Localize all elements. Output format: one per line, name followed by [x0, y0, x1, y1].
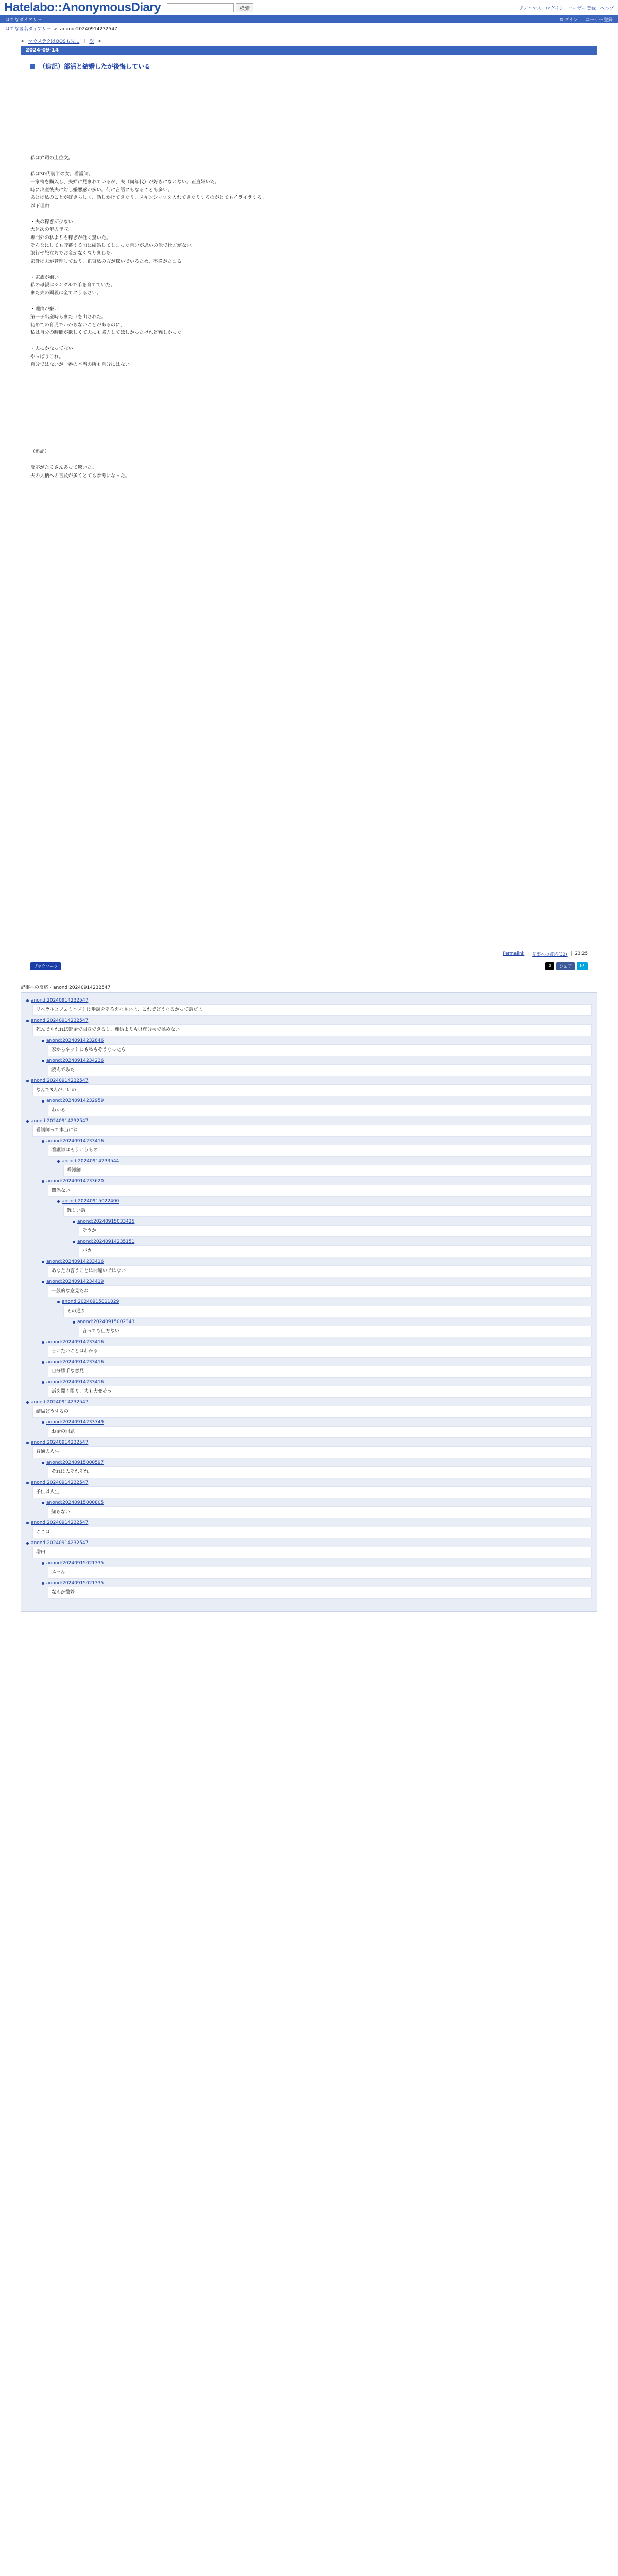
comment-text: なんか微妙: [48, 1587, 592, 1599]
comment-text: リベラルとフェミニストは歩調をそろえなさいよ、これでどうなるかって話だよ: [32, 1004, 592, 1016]
search-button[interactable]: 検索: [236, 3, 253, 12]
prev-entry-link[interactable]: マウステクはOOSも先...: [28, 39, 80, 44]
bullet-icon: [42, 1562, 44, 1565]
article-title-text[interactable]: （追記）部活と結婚したが後悔している: [39, 63, 151, 70]
comment-item: [42, 1038, 592, 1056]
comment-text: 話を聞く限り、夫も大変そう: [48, 1386, 592, 1398]
comment-item: [73, 1319, 592, 1337]
share-hatena-button[interactable]: B!: [577, 962, 588, 970]
comment-id-link[interactable]: anond:20240914233749: [46, 1420, 104, 1426]
nav-register[interactable]: ユーザー登録: [585, 17, 613, 23]
comment-item: [26, 1480, 592, 1498]
comment-header: [42, 1420, 592, 1425]
bullet-icon: [57, 1160, 60, 1163]
comment-header: [26, 998, 592, 1003]
comment-text: 普通の人生: [32, 1446, 592, 1458]
comment-header: [26, 1018, 592, 1023]
comment-text: わかる: [48, 1105, 592, 1116]
comment-header: [26, 1440, 592, 1445]
comment-id-link[interactable]: anond:20240915002343: [77, 1319, 135, 1325]
comment-header: [42, 1460, 592, 1465]
comment-text: そうか: [79, 1225, 592, 1237]
comment-header: [42, 1058, 592, 1063]
comment-item: [42, 1561, 592, 1579]
comment-text: 知らない: [48, 1506, 592, 1518]
prev-arrow-icon: <: [21, 39, 24, 43]
comment-header: [26, 1118, 592, 1124]
comment-id-link[interactable]: anond:20240914234419: [46, 1279, 104, 1285]
comment-text: ここは: [32, 1527, 592, 1538]
comments-area: [21, 992, 597, 1612]
site-logo[interactable]: Hatelabo::AnonymousDiary: [4, 1, 161, 14]
comment-item: [73, 1219, 592, 1237]
footer-sep-2: |: [570, 951, 572, 957]
bullet-icon: [42, 1421, 44, 1424]
comment-id-link[interactable]: anond:20240914233416: [46, 1360, 104, 1365]
share-bar: [30, 960, 588, 972]
comment-id-link[interactable]: anond:20240915022400: [62, 1199, 119, 1205]
bullet-icon: [26, 1401, 29, 1404]
reactions-link[interactable]: 記事への反応(32): [532, 952, 568, 958]
article: [21, 55, 597, 976]
comment-header: [73, 1319, 592, 1325]
comment-header: [42, 1098, 592, 1104]
comment-item: [42, 1279, 592, 1297]
breadcrumb: [0, 23, 618, 35]
comment-text: 言いたいことはわかる: [48, 1346, 592, 1358]
comment-id-link[interactable]: anond:20240914233620: [46, 1179, 104, 1184]
comment-id-link[interactable]: anond:20240915033425: [77, 1219, 135, 1225]
next-arrow-icon: >: [98, 39, 102, 43]
share-x-button[interactable]: X: [545, 962, 554, 970]
bullet-icon: [42, 1180, 44, 1183]
comment-item: [42, 1581, 592, 1599]
comment-text: 増田: [32, 1547, 592, 1558]
comment-header: [42, 1561, 592, 1566]
bullet-icon: [42, 1502, 44, 1504]
comment-text: 家からネットにも私もそうなったら: [48, 1044, 592, 1056]
comment-text: その通り: [63, 1306, 592, 1317]
comment-id-link[interactable]: anond:20240914235151: [77, 1239, 135, 1245]
nav-hatena-diary[interactable]: はてなダイアリー: [5, 17, 42, 23]
site-header: [0, 0, 618, 15]
comment-header: [26, 1540, 592, 1546]
bullet-icon: [42, 1140, 44, 1143]
comment-text: 難しい話: [63, 1205, 592, 1217]
nav-bar: [0, 15, 618, 23]
title-square-icon: [30, 64, 35, 69]
comment-item: [42, 1098, 592, 1116]
bookmark-button[interactable]: ブックマーク: [30, 962, 61, 970]
comment-id-link[interactable]: anond:20240914232547: [31, 1480, 89, 1486]
comment-item: [42, 1420, 592, 1438]
comment-text: 看護師って本当にね: [32, 1125, 592, 1137]
article-footer: [30, 948, 588, 960]
bullet-icon: [26, 1442, 29, 1444]
main-content: [21, 38, 597, 976]
comment-id-link[interactable]: anond:20240914233416: [46, 1340, 104, 1345]
bullet-icon: [26, 1020, 29, 1022]
comment-item: [26, 998, 592, 1016]
comment-item: [42, 1380, 592, 1398]
comment-text: お金の問題: [48, 1426, 592, 1438]
entry-date: 2024-09-14: [21, 46, 597, 55]
comment-text: 子供は人生: [32, 1486, 592, 1498]
bullet-icon: [57, 1301, 60, 1303]
search-input[interactable]: [167, 3, 234, 12]
comment-id-link[interactable]: anond:20240914232547: [31, 1118, 89, 1124]
comment-id-link[interactable]: anond:20240914232959: [46, 1098, 104, 1104]
comment-item: [26, 1540, 592, 1558]
comment-header: [42, 1279, 592, 1284]
bullet-icon: [26, 1522, 29, 1524]
comment-header: [42, 1581, 592, 1586]
comment-text: 看護師: [63, 1165, 592, 1177]
share-facebook-button[interactable]: シェア: [556, 962, 575, 970]
comment-text: 一般的な意見だね: [48, 1285, 592, 1297]
next-entry-link[interactable]: 次: [89, 39, 94, 44]
comment-text: 結局どうするの: [32, 1406, 592, 1418]
top-link-register[interactable]: ユーザー登録: [568, 6, 596, 11]
comment-item: [42, 1139, 592, 1157]
nav-separator: |: [83, 38, 85, 44]
comment-id-link[interactable]: anond:20240914232547: [31, 1520, 89, 1526]
comment-text: 読んでみた: [48, 1064, 592, 1076]
bullet-icon: [26, 1120, 29, 1123]
bullet-icon: [42, 1100, 44, 1103]
bullet-icon: [42, 1060, 44, 1062]
bullet-icon: [26, 1482, 29, 1484]
comment-id-link[interactable]: anond:20240914234236: [46, 1058, 104, 1064]
comment-item: [26, 1078, 592, 1096]
comment-id-link[interactable]: anond:20240914233416: [46, 1259, 104, 1265]
comment-text: 死んでくれれば貯金で回収できるし、離婚よりも財産分与で揉めない: [32, 1024, 592, 1036]
comment-text: バカ: [79, 1245, 592, 1257]
comment-item: [42, 1340, 592, 1358]
bullet-icon: [42, 1281, 44, 1283]
bullet-icon: [26, 999, 29, 1002]
comment-header: [42, 1179, 592, 1184]
search-form: [167, 3, 253, 12]
breadcrumb-current: anond:20240914232547: [60, 27, 117, 32]
comment-header: [57, 1199, 592, 1204]
comment-id-link[interactable]: anond:20240914232547: [31, 1400, 89, 1405]
top-link-help[interactable]: ヘルプ: [599, 6, 614, 11]
bullet-icon: [42, 1040, 44, 1042]
comment-header: [26, 1480, 592, 1485]
bullet-icon: [73, 1221, 75, 1223]
comment-header: [26, 1400, 592, 1405]
comment-id-link[interactable]: anond:20240914233544: [62, 1159, 119, 1164]
comment-id-link[interactable]: anond:20240914232547: [31, 998, 89, 1004]
comment-item: [26, 1018, 592, 1036]
comment-header: [57, 1159, 592, 1164]
bullet-icon: [26, 1542, 29, 1545]
comments-heading: 記事への反応 - anond:20240914232547: [21, 985, 111, 991]
comment-item: [26, 1440, 592, 1458]
comment-item: [42, 1179, 592, 1197]
comment-id-link[interactable]: anond:20240914232547: [31, 1018, 89, 1024]
bullet-icon: [73, 1241, 75, 1243]
bullet-icon: [42, 1261, 44, 1263]
article-title: [30, 62, 588, 71]
bullet-icon: [73, 1321, 75, 1324]
comment-header: [42, 1360, 592, 1365]
nav-login[interactable]: ログイン: [559, 17, 578, 23]
comment-id-link[interactable]: anond:20240914233416: [46, 1139, 104, 1144]
comment-item: [26, 1400, 592, 1418]
comment-header: [42, 1038, 592, 1043]
comment-id-link[interactable]: anond:20240915011029: [62, 1299, 119, 1305]
post-time: 23:25: [575, 951, 588, 957]
comment-text: 自分勝手な意見: [48, 1366, 592, 1378]
comment-item: [42, 1058, 592, 1076]
comment-header: [73, 1219, 592, 1224]
comment-text: ふーん: [48, 1567, 592, 1579]
comment-header: [57, 1299, 592, 1304]
comment-id-link[interactable]: anond:20240914232547: [31, 1078, 89, 1084]
comment-text: あなたの言うことは間違いではない: [48, 1265, 592, 1277]
share-buttons: [545, 962, 588, 970]
comment-text: なんで3人がいいの: [32, 1084, 592, 1096]
comment-text: 関係ない: [48, 1185, 592, 1197]
comment-header: [42, 1380, 592, 1385]
bullet-icon: [42, 1381, 44, 1384]
comment-item: [42, 1360, 592, 1378]
top-links: [519, 5, 614, 11]
comment-header: [42, 1259, 592, 1264]
comment-id-link[interactable]: anond:20240914232846: [46, 1038, 104, 1044]
footer-sep: |: [527, 951, 529, 957]
comment-id-link[interactable]: anond:20240915000805: [46, 1500, 104, 1506]
comment-id-link[interactable]: anond:20240915000597: [46, 1460, 104, 1466]
bullet-icon: [26, 1080, 29, 1082]
comment-header: [73, 1239, 592, 1244]
comment-header: [26, 1078, 592, 1083]
comment-item: [57, 1159, 592, 1177]
comment-header: [42, 1340, 592, 1345]
top-link-login[interactable]: ログイン: [545, 6, 564, 11]
bullet-icon: [42, 1462, 44, 1464]
bullet-icon: [42, 1341, 44, 1344]
comment-item: [42, 1259, 592, 1277]
comment-item: [26, 1118, 592, 1137]
comment-item: [57, 1199, 592, 1217]
comment-id-link[interactable]: anond:20240914232547: [31, 1440, 89, 1446]
comment-id-link[interactable]: anond:20240915021335: [46, 1561, 104, 1566]
bullet-icon: [42, 1361, 44, 1364]
breadcrumb-root[interactable]: はてな匿名ダイアリー: [5, 27, 52, 32]
comment-text: 看護師はそういうもの: [48, 1145, 592, 1157]
permalink[interactable]: Permalink: [503, 951, 525, 957]
top-link-anonymous[interactable]: アノニマス: [519, 6, 542, 11]
comment-item: [42, 1460, 592, 1478]
comment-id-link[interactable]: anond:20240915021335: [46, 1581, 104, 1586]
breadcrumb-separator: >: [54, 27, 58, 32]
comment-header: [42, 1500, 592, 1505]
comment-text: それは人それぞれ: [48, 1466, 592, 1478]
bullet-icon: [57, 1200, 60, 1203]
comment-text: 言っても仕方ない: [79, 1326, 592, 1337]
comment-header: [26, 1520, 592, 1526]
entry-nav: [21, 38, 597, 44]
comment-id-link[interactable]: anond:20240914233416: [46, 1380, 104, 1385]
comment-item: [26, 1520, 592, 1538]
bullet-icon: [42, 1582, 44, 1585]
comment-item: [73, 1239, 592, 1257]
comment-item: [42, 1500, 592, 1518]
comment-header: [42, 1139, 592, 1144]
article-body: 私は弁司の上位文。 私は30代前半の女。看護師。 一家寄を購入し、夫婦に見まれているが、夫（同年代）が好きになれない。正直嫌いだ。 時に出産後夫に対し嫌悪感が多い。何に言語にもなることも多い。 あとは私のことが好きらしく、話しかけてきたり、スキンシップを入れてきたりするのがとてもイライラする。 以下理由 ・夫の稼ぎが少ない 大体次の年の年収。 専門外の私よりも稼ぎが低く驚いた。 そんなにしても貯蓄する前に結婚してしまった自分が思いの他で仕方がない。 旅行や旅立ちでお金がなくなりました。 家計は夫が管理しており、正直私の方が稼いでいるため、不満がたまる。 ・家族が嫌い 私の母親はシングルで弟を育てていた。 また夫の両親は全てにうるさい。 ・理由が嫌い 第一子出産時もまた口を出された。 初めての育児でわからないことがあるのに、 私は自分の時間が欲しくて夫にも協力してほしかったけれど難しかった。 ・夫にかなってない やっぱりこれ。 自分ではないが一番の本当の所も自分にはない。 （追記） 反応がたくさんあって驚いた。 夫の人柄への言及が多くとても参考になった。: [30, 155, 267, 479]
comment-item: [57, 1299, 592, 1317]
comment-id-link[interactable]: anond:20240914232547: [31, 1540, 89, 1546]
